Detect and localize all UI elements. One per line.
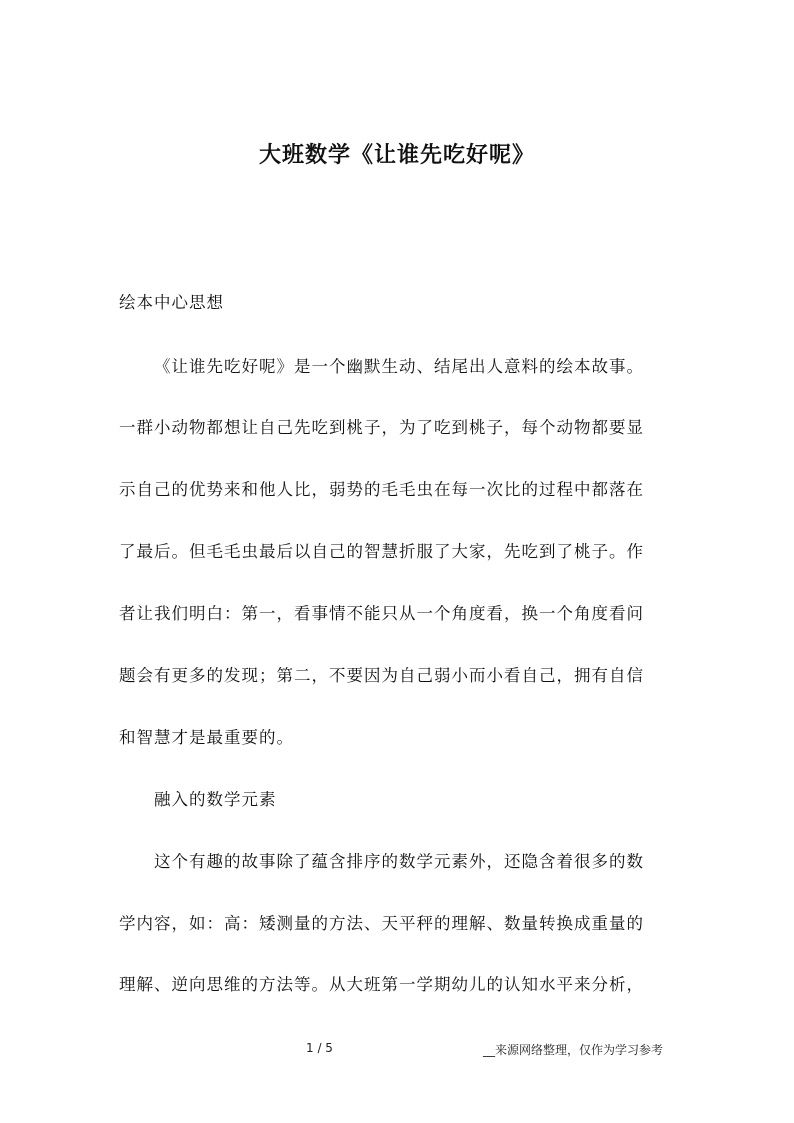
paragraph-line: 题会有更多的发现；第二，不要因为自己弱小而小看自己，拥有自信 [119, 666, 644, 685]
footer-source-note: __来源网络整理，仅作为学习参考 [483, 1043, 664, 1057]
paragraph-line: 这个有趣的故事除了蕴含排序的数学元素外，还隐含着很多的数 [154, 852, 644, 871]
paragraph-line: 学内容，如：高：矮测量的方法、天平秤的理解、数量转换成重量的 [119, 914, 644, 933]
document-title: 大班数学《让谁先吃好呢》 [258, 142, 535, 168]
section-heading-math: 融入的数学元素 [154, 790, 277, 809]
paragraph-line: 和智慧才是最重要的。 [119, 728, 294, 747]
paragraph-line: 《让谁先吃好呢》是一个幽默生动、结尾出人意料的绘本故事。 [154, 357, 644, 376]
page-indicator: 1 / 5 [306, 1041, 333, 1055]
paragraph-line: 者让我们明白：第一，看事情不能只从一个角度看，换一个角度看问 [119, 604, 644, 623]
paragraph-line: 理解、逆向思维的方法等。从大班第一学期幼儿的认知水平来分析， [119, 975, 644, 994]
paragraph-line: 示自己的优势来和他人比，弱势的毛毛虫在每一次比的过程中都落在 [119, 480, 644, 499]
section-heading-theme: 绘本中心思想 [119, 293, 224, 312]
paragraph-line: 一群小动物都想让自己先吃到桃子，为了吃到桃子，每个动物都要显 [119, 418, 644, 437]
paragraph-line: 了最后。但毛毛虫最后以自己的智慧折服了大家，先吃到了桃子。作 [119, 542, 644, 561]
